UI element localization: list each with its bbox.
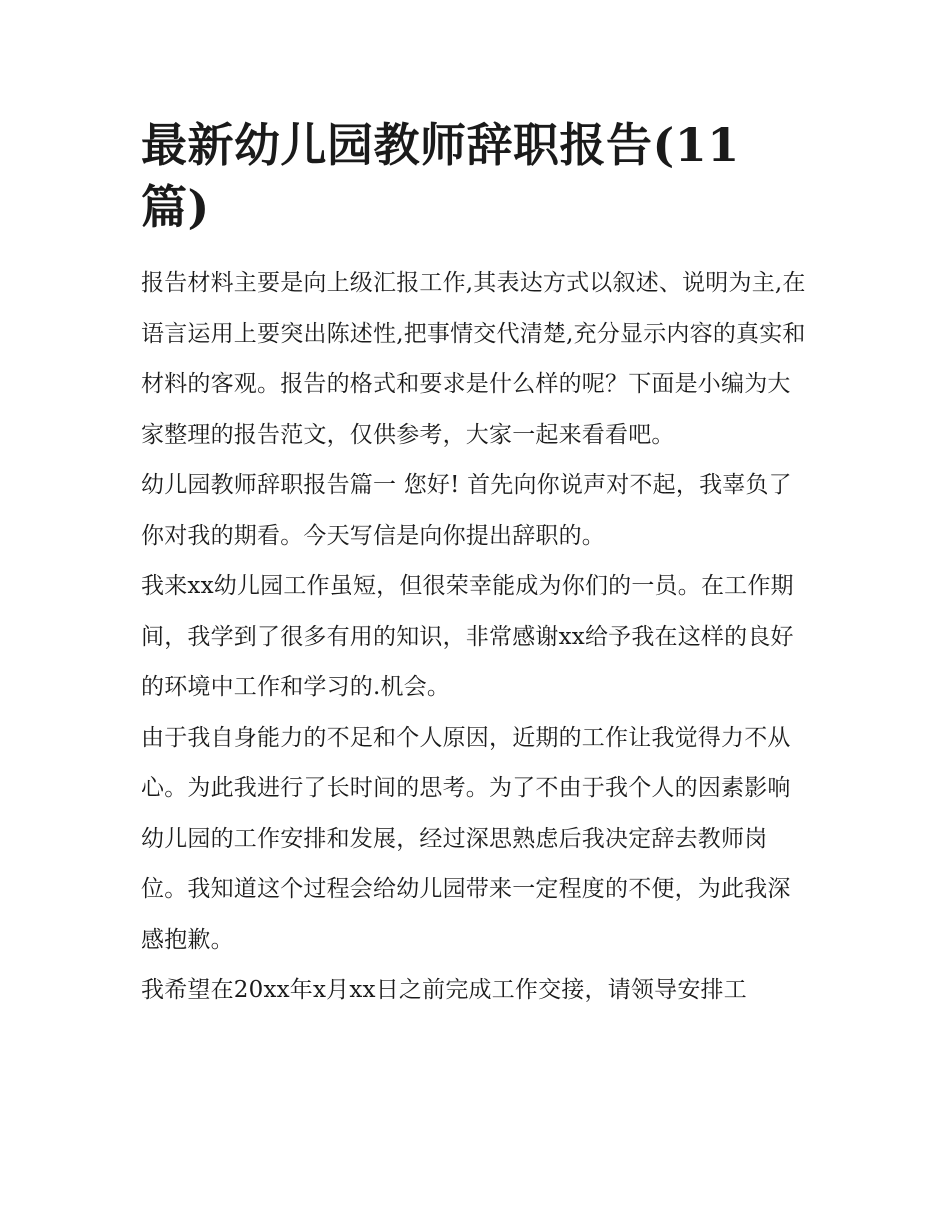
- body-paragraph-greeting: 幼儿园教师辞职报告篇一 您好! 首先向你说声对不起，我辜负了你对我的期看。今天写信是向你提出辞职的。: [141, 472, 792, 549]
- body-paragraph-handover: 我希望在20xx年x月xx日之前完成工作交接，请领导安排工: [141, 977, 747, 1003]
- document-title: 最新幼儿园教师辞职报告(11篇): [141, 118, 740, 234]
- document-page: [141, 114, 813, 1016]
- intro-paragraph: 报告材料主要是向上级汇报工作,其表达方式以叙述、说明为主,在语言运用上要突出陈述性,把事情交代清楚,充分显示内容的真实和材料的客观。报告的格式和要求是什么样的呢？下面是小编为大家整理的报告范文，仅供参考，大家一起来看看吧。: [141, 270, 806, 448]
- body-paragraph-reason: 由于我自身能力的不足和个人原因，近期的工作让我觉得力不从心。为此我进行了长时间的思考。为了不由于我个人的因素影响幼儿园的工作安排和发展，经过深思熟虑后我决定辞去教师岗位。我知道这个过程会给幼儿园带来一定程度的不便，为此我深感抱歉。: [141, 724, 791, 953]
- body-paragraph-gratitude: 我来xx幼儿园工作虽短，但很荣幸能成为你们的一员。在工作期间，我学到了很多有用的知识，非常感谢xx给予我在这样的良好的环境中工作和学习的.机会。: [141, 573, 794, 700]
